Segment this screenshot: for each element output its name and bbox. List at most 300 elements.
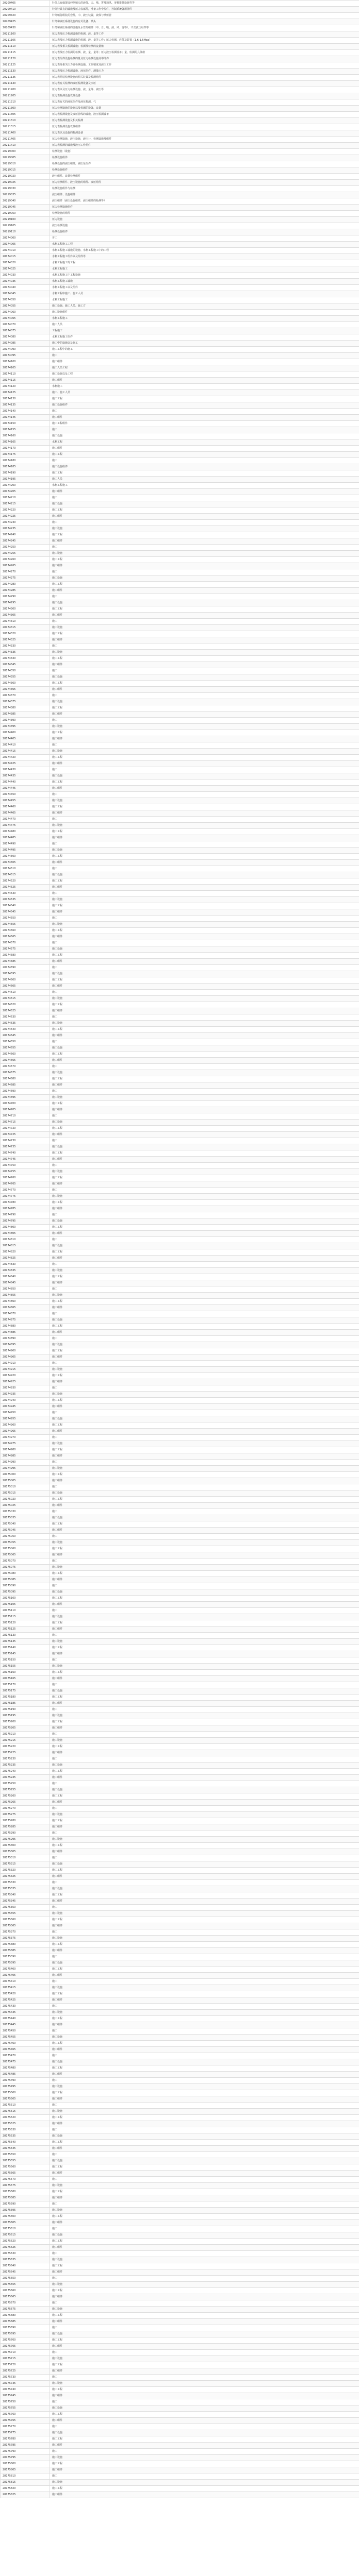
table-row bbox=[1, 1324, 359, 1330]
table-row bbox=[1, 2103, 359, 2109]
row-code: 28175810 bbox=[1, 2473, 50, 2480]
row-code: 28174085 bbox=[1, 341, 50, 347]
row-code: 20209430 bbox=[1, 25, 50, 31]
table-row bbox=[1, 2053, 359, 2059]
table-row bbox=[1, 2467, 359, 2473]
row-description: 检测设施（设施） bbox=[50, 149, 359, 155]
row-description: 施工设施 bbox=[50, 1614, 359, 1620]
table-row bbox=[1, 1738, 359, 1744]
table-row bbox=[1, 1905, 359, 1911]
row-code: 28174415 bbox=[1, 749, 50, 755]
table-row bbox=[1, 1775, 359, 1781]
row-description: 施工 bbox=[50, 409, 359, 415]
row-description: 施工设施 bbox=[50, 2480, 359, 2486]
row-description: 施工 bbox=[50, 1979, 359, 1985]
table-row bbox=[1, 1317, 359, 1324]
row-code: 28174040 bbox=[1, 285, 50, 291]
row-code: 28175295 bbox=[1, 1837, 50, 1843]
row-description: 施工设施 bbox=[50, 1639, 359, 1645]
table-row bbox=[1, 1200, 359, 1206]
row-description: 施工 bbox=[50, 891, 359, 897]
row-code: 28175685 bbox=[1, 2319, 50, 2325]
table-row bbox=[1, 1231, 359, 1237]
row-description: 施工设施 bbox=[50, 2133, 359, 2140]
row-code: 28174325 bbox=[1, 637, 50, 643]
row-description: 施工组件 bbox=[50, 1429, 359, 1435]
table-row bbox=[1, 2096, 359, 2103]
row-description: 施工设施 bbox=[50, 2084, 359, 2090]
row-description: 施工设施 bbox=[50, 897, 359, 903]
table-row bbox=[1, 2016, 359, 2022]
table-row bbox=[1, 1899, 359, 1905]
row-code: 28175165 bbox=[1, 1676, 50, 1682]
table-row bbox=[1, 2455, 359, 2461]
row-code: 28175595 bbox=[1, 2208, 50, 2214]
row-description: 检测设施的液压组件，液压泵组件 bbox=[50, 161, 359, 167]
table-row bbox=[1, 1880, 359, 1886]
table-row bbox=[1, 75, 359, 81]
row-code: 28175720 bbox=[1, 2362, 50, 2368]
row-description: 施工工程 bbox=[50, 854, 359, 860]
table-row bbox=[1, 1398, 359, 1404]
row-code: 28174095 bbox=[1, 353, 50, 359]
table-row bbox=[1, 1756, 359, 1762]
row-description: 施工工程 bbox=[50, 1373, 359, 1379]
table-row bbox=[1, 2449, 359, 2455]
row-description: 施工组件 bbox=[50, 984, 359, 990]
row-description: 施工设施 bbox=[50, 946, 359, 953]
table-row bbox=[1, 1936, 359, 1942]
row-code: 28174975 bbox=[1, 1441, 50, 1447]
row-description: 施工 bbox=[50, 742, 359, 749]
row-code: 28175495 bbox=[1, 2084, 50, 2090]
row-code: 28175470 bbox=[1, 2053, 50, 2059]
table-row bbox=[1, 1466, 359, 1472]
row-description: 施工组件 bbox=[50, 761, 359, 767]
row-code: 28174340 bbox=[1, 656, 50, 662]
row-code: 28174575 bbox=[1, 946, 50, 953]
row-description: 施工工程中的施工 bbox=[50, 347, 359, 353]
row-description: 压力表组件设施检测的量及压力检测设施及零部件 bbox=[50, 56, 359, 62]
row-description: 施工设施 bbox=[50, 1144, 359, 1150]
table-row bbox=[1, 1206, 359, 1212]
row-code: 28175450 bbox=[1, 2028, 50, 2035]
table-row bbox=[1, 62, 359, 69]
row-code: 28174880 bbox=[1, 1324, 50, 1330]
table-row bbox=[1, 186, 359, 192]
row-code: 28175270 bbox=[1, 1806, 50, 1812]
row-code: 28174045 bbox=[1, 291, 50, 297]
row-description: 施工组件 bbox=[50, 1231, 359, 1237]
row-description: 施工 bbox=[50, 1732, 359, 1738]
row-code: 28174000 bbox=[1, 235, 50, 242]
row-description: 施工工程 bbox=[50, 1422, 359, 1429]
table-row bbox=[1, 2263, 359, 2269]
table-row bbox=[1, 106, 359, 112]
row-description: 施工 bbox=[50, 866, 359, 872]
row-description: 施工 bbox=[50, 545, 359, 551]
table-row bbox=[1, 56, 359, 62]
row-code: 28175390 bbox=[1, 1954, 50, 1960]
table-row bbox=[1, 44, 359, 50]
row-code: 28175475 bbox=[1, 2059, 50, 2065]
row-code: 20209410 bbox=[1, 7, 50, 13]
row-description: 施工设施 bbox=[50, 2282, 359, 2288]
row-description: 针筒和液压系统设施的有关设备、喷头 bbox=[50, 19, 359, 25]
row-code: 28175420 bbox=[1, 1991, 50, 1997]
row-description: 施工工程 bbox=[50, 1571, 359, 1577]
row-description: 施工组件 bbox=[50, 415, 359, 421]
row-code: 20211130 bbox=[1, 69, 50, 75]
table-row bbox=[1, 242, 359, 248]
row-code: 28174005 bbox=[1, 242, 50, 248]
table-row bbox=[1, 279, 359, 285]
row-description: 施工组件 bbox=[50, 1899, 359, 1905]
table-row bbox=[1, 798, 359, 804]
row-description: 施工 bbox=[50, 1138, 359, 1144]
table-row bbox=[1, 1095, 359, 1101]
table-row bbox=[1, 2412, 359, 2418]
row-code: 28174650 bbox=[1, 1039, 50, 1045]
row-description: 施工 bbox=[50, 2078, 359, 2084]
row-code: 28175670 bbox=[1, 2300, 50, 2307]
table-row bbox=[1, 575, 359, 582]
row-code: 20219105 bbox=[1, 223, 50, 229]
table-row bbox=[1, 2121, 359, 2127]
table-row bbox=[1, 693, 359, 699]
row-code: 28175695 bbox=[1, 2331, 50, 2337]
row-description: 施工工程 bbox=[50, 1175, 359, 1181]
row-description: 施工 bbox=[50, 2177, 359, 2183]
row-description: 施工工程 bbox=[50, 532, 359, 538]
table-row bbox=[1, 699, 359, 705]
row-code: 28174110 bbox=[1, 371, 50, 378]
table-row bbox=[1, 273, 359, 279]
table-row bbox=[1, 1256, 359, 1262]
row-description: 施工组件 bbox=[50, 1552, 359, 1558]
row-description: 施工设施 bbox=[50, 1293, 359, 1299]
row-description: 施工设施 bbox=[50, 1762, 359, 1769]
row-code: 28174080 bbox=[1, 334, 50, 341]
table-row bbox=[1, 1330, 359, 1336]
row-code: 28175465 bbox=[1, 2047, 50, 2053]
row-code: 28175285 bbox=[1, 1824, 50, 1831]
row-description: 施工工程 bbox=[50, 656, 359, 662]
table-row bbox=[1, 1979, 359, 1985]
row-description: 施工工程 bbox=[50, 2189, 359, 2195]
table-row bbox=[1, 1027, 359, 1033]
table-row bbox=[1, 724, 359, 730]
row-description: 施工 bbox=[50, 1089, 359, 1095]
row-code: 28174385 bbox=[1, 711, 50, 718]
table-row bbox=[1, 2115, 359, 2121]
row-code: 28175015 bbox=[1, 1490, 50, 1497]
row-description: 施工 bbox=[50, 1361, 359, 1367]
row-description: 施工设施 bbox=[50, 2035, 359, 2041]
row-code: 28174895 bbox=[1, 1342, 50, 1348]
row-description: 液压组件（液压设施组件，液压组件的检测等） bbox=[50, 198, 359, 205]
row-code: 28175315 bbox=[1, 1861, 50, 1868]
row-description: 水利工程中施工、施工人员 bbox=[50, 291, 359, 297]
row-code: 28175065 bbox=[1, 1552, 50, 1558]
row-code: 28175530 bbox=[1, 2127, 50, 2133]
table-row bbox=[1, 1960, 359, 1967]
row-code: 28175030 bbox=[1, 1509, 50, 1515]
table-row bbox=[1, 2276, 359, 2282]
table-row bbox=[1, 1379, 359, 1385]
row-code: 28175620 bbox=[1, 2239, 50, 2245]
row-code: 28175395 bbox=[1, 1960, 50, 1967]
row-description: 施工设施 bbox=[50, 749, 359, 755]
row-description: 施工工程 bbox=[50, 452, 359, 458]
row-code: 20211310 bbox=[1, 118, 50, 124]
row-code: 20211210 bbox=[1, 99, 50, 106]
row-code: 28174700 bbox=[1, 1101, 50, 1107]
table-row bbox=[1, 396, 359, 402]
row-code: 28175235 bbox=[1, 1762, 50, 1769]
row-code: 28175040 bbox=[1, 1521, 50, 1528]
row-description: 施工 bbox=[50, 2201, 359, 2208]
table-row bbox=[1, 1725, 359, 1732]
row-description: 施工 bbox=[50, 2152, 359, 2158]
row-description: 施工 bbox=[50, 693, 359, 699]
row-code: 28175360 bbox=[1, 1917, 50, 1923]
row-code: 28175445 bbox=[1, 2022, 50, 2028]
row-description: 压力表以及设施的检测设备 bbox=[50, 130, 359, 137]
table-row bbox=[1, 167, 359, 174]
row-code: 28174025 bbox=[1, 266, 50, 273]
row-code: 28174395 bbox=[1, 724, 50, 730]
table-row bbox=[1, 433, 359, 439]
table-row bbox=[1, 1194, 359, 1200]
table-row bbox=[1, 885, 359, 891]
table-row bbox=[1, 1831, 359, 1837]
row-description: 施工工程 bbox=[50, 1497, 359, 1503]
row-code: 20209420 bbox=[1, 13, 50, 19]
row-code: 28174410 bbox=[1, 742, 50, 749]
row-code: 28174805 bbox=[1, 1231, 50, 1237]
row-code: 28174055 bbox=[1, 303, 50, 310]
row-description: 施工 bbox=[50, 495, 359, 501]
row-description: 施工 bbox=[50, 1929, 359, 1936]
row-description: 施工 bbox=[50, 2449, 359, 2455]
row-code: 28174725 bbox=[1, 1132, 50, 1138]
row-description: 施工 bbox=[50, 718, 359, 724]
table-row bbox=[1, 705, 359, 711]
row-description: 施工组件 bbox=[50, 2393, 359, 2399]
table-row bbox=[1, 1286, 359, 1293]
row-code: 28175345 bbox=[1, 1899, 50, 1905]
row-code: 28175625 bbox=[1, 2245, 50, 2251]
row-code: 28175435 bbox=[1, 2010, 50, 2016]
row-description: 施工组件 bbox=[50, 1132, 359, 1138]
row-description: 施工 bbox=[50, 1855, 359, 1861]
row-description: 施工 bbox=[50, 1064, 359, 1070]
table-row bbox=[1, 99, 359, 106]
table-row bbox=[1, 594, 359, 600]
row-code: 28174990 bbox=[1, 1460, 50, 1466]
table-row bbox=[1, 1305, 359, 1311]
row-description: 施工工程 bbox=[50, 2041, 359, 2047]
row-description: 施工设施 bbox=[50, 1960, 359, 1967]
table-row bbox=[1, 1682, 359, 1688]
table-row bbox=[1, 1781, 359, 1787]
row-code: 28174510 bbox=[1, 866, 50, 872]
row-description: 施工工程 bbox=[50, 1472, 359, 1478]
row-description: 施工设施 bbox=[50, 724, 359, 730]
row-code: 28174245 bbox=[1, 538, 50, 545]
table-row bbox=[1, 1571, 359, 1577]
row-code: 28175400 bbox=[1, 1967, 50, 1973]
table-row bbox=[1, 2245, 359, 2251]
row-code: 28174935 bbox=[1, 1392, 50, 1398]
row-description: 施工 bbox=[50, 1831, 359, 1837]
table-row bbox=[1, 841, 359, 848]
table-row bbox=[1, 1, 359, 7]
row-code: 28175585 bbox=[1, 2195, 50, 2201]
table-row bbox=[1, 2393, 359, 2399]
row-code: 28174710 bbox=[1, 1113, 50, 1120]
table-row bbox=[1, 334, 359, 341]
row-description: 施工工程 bbox=[50, 903, 359, 909]
table-row bbox=[1, 2356, 359, 2362]
row-description: 压力表检测设施以及组件 bbox=[50, 124, 359, 130]
row-description: 施工设施 bbox=[50, 2381, 359, 2387]
row-code: 28174770 bbox=[1, 1188, 50, 1194]
row-code: 28175660 bbox=[1, 2288, 50, 2294]
row-code: 28174900 bbox=[1, 1348, 50, 1354]
table-row bbox=[1, 1997, 359, 2004]
table-row bbox=[1, 1701, 359, 1707]
row-code: 28175535 bbox=[1, 2133, 50, 2140]
row-description: 施工 bbox=[50, 2251, 359, 2257]
row-description: 施工工程 bbox=[50, 953, 359, 959]
row-description: 施工设施 bbox=[50, 2183, 359, 2189]
row-code: 20211300 bbox=[1, 106, 50, 112]
row-description: 施工工程 bbox=[50, 977, 359, 984]
row-code: 28174035 bbox=[1, 279, 50, 285]
table-row bbox=[1, 1237, 359, 1243]
row-code: 28175300 bbox=[1, 1843, 50, 1849]
table-row bbox=[1, 2022, 359, 2028]
row-description: 施工 bbox=[50, 2399, 359, 2405]
row-description: 水利工程 bbox=[50, 439, 359, 446]
row-description: 施工组件 bbox=[50, 934, 359, 940]
row-description: 施工工程 bbox=[50, 878, 359, 885]
row-description: 施工、施工人员 bbox=[50, 390, 359, 396]
row-code: 28175580 bbox=[1, 2189, 50, 2195]
row-code: 20211100 bbox=[1, 31, 50, 38]
table-row bbox=[1, 1923, 359, 1929]
row-description: 施工组件 bbox=[50, 2467, 359, 2473]
row-code: 28175120 bbox=[1, 1620, 50, 1626]
table-row bbox=[1, 260, 359, 266]
table-row bbox=[1, 891, 359, 897]
row-code: 28175355 bbox=[1, 1911, 50, 1917]
table-row bbox=[1, 1385, 359, 1392]
table-row bbox=[1, 254, 359, 260]
row-description: 施工工程 bbox=[50, 1348, 359, 1354]
table-row bbox=[1, 2294, 359, 2300]
row-description: 施工组件 bbox=[50, 2072, 359, 2078]
row-code: 28174945 bbox=[1, 1404, 50, 1410]
row-description: 施工组件 bbox=[50, 1997, 359, 2004]
row-description: 施工工程 bbox=[50, 1101, 359, 1107]
row-description: 施工工程 bbox=[50, 582, 359, 588]
table-row bbox=[1, 2072, 359, 2078]
row-code: 28174420 bbox=[1, 755, 50, 761]
row-code: 28175700 bbox=[1, 2337, 50, 2344]
table-row bbox=[1, 1719, 359, 1725]
row-code: 28175790 bbox=[1, 2449, 50, 2455]
row-code: 28175105 bbox=[1, 1602, 50, 1608]
row-description: 施工设施 bbox=[50, 1787, 359, 1793]
row-code: 28174300 bbox=[1, 606, 50, 613]
row-code: 28174375 bbox=[1, 699, 50, 705]
row-description: 施工工程 bbox=[50, 631, 359, 637]
row-description: 施工 bbox=[50, 1806, 359, 1812]
row-code: 28174145 bbox=[1, 415, 50, 421]
row-code: 28174555 bbox=[1, 922, 50, 928]
table-row bbox=[1, 557, 359, 563]
row-code: 28174545 bbox=[1, 909, 50, 916]
row-description: 施工设施 bbox=[50, 1886, 359, 1892]
row-description: 压力表检测设施以及设备 bbox=[50, 93, 359, 99]
table-row bbox=[1, 2319, 359, 2325]
row-code: 28175200 bbox=[1, 1719, 50, 1725]
row-code: 28174390 bbox=[1, 718, 50, 724]
table-row bbox=[1, 835, 359, 841]
row-code: 28175055 bbox=[1, 1540, 50, 1546]
row-description: 施工设施 bbox=[50, 1490, 359, 1497]
table-row bbox=[1, 977, 359, 984]
row-description: 水利工程施工工程 bbox=[50, 242, 359, 248]
table-row bbox=[1, 613, 359, 619]
table-row bbox=[1, 1515, 359, 1521]
row-code: 28174105 bbox=[1, 365, 50, 371]
table-row bbox=[1, 848, 359, 854]
row-description: 施工组件 bbox=[50, 1948, 359, 1954]
row-description: 施工工程 bbox=[50, 1620, 359, 1626]
row-description: 施工组件 bbox=[50, 1157, 359, 1163]
table-row bbox=[1, 1212, 359, 1218]
table-row bbox=[1, 409, 359, 415]
row-code: 28175190 bbox=[1, 1707, 50, 1713]
table-row bbox=[1, 1268, 359, 1274]
row-code: 28174850 bbox=[1, 1286, 50, 1293]
row-description: 施工设施 bbox=[50, 1342, 359, 1348]
row-description: 施工工程 bbox=[50, 1843, 359, 1849]
table-row bbox=[1, 1070, 359, 1076]
table-row bbox=[1, 439, 359, 446]
row-code: 28174930 bbox=[1, 1385, 50, 1392]
table-row bbox=[1, 650, 359, 656]
row-code: 20211140 bbox=[1, 81, 50, 87]
row-description: 施工 bbox=[50, 1509, 359, 1515]
table-row bbox=[1, 347, 359, 353]
table-row bbox=[1, 1138, 359, 1144]
row-code: 20219020 bbox=[1, 174, 50, 180]
row-description: 施工工程 bbox=[50, 1274, 359, 1280]
table-row bbox=[1, 180, 359, 186]
row-description: 水利工程施工的工程 bbox=[50, 260, 359, 266]
row-code: 28174525 bbox=[1, 885, 50, 891]
table-row bbox=[1, 1861, 359, 1868]
row-code: 28174800 bbox=[1, 1225, 50, 1231]
row-code: 28174260 bbox=[1, 557, 50, 563]
row-code: 28174320 bbox=[1, 631, 50, 637]
row-code: 28174580 bbox=[1, 953, 50, 959]
